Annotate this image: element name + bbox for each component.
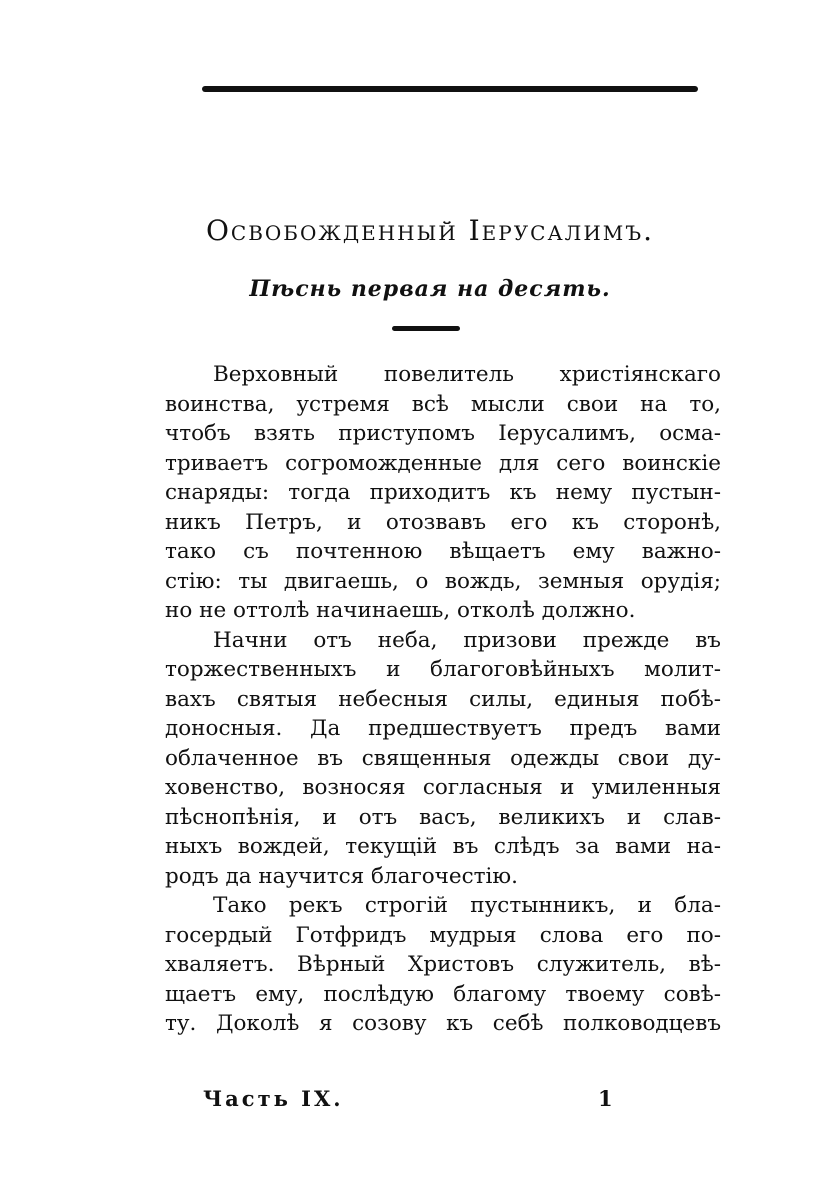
text-line: стію: ты двигаешь, о вождь, земныя орудія; — [165, 568, 721, 594]
text-line: тако съ почтенною вѣщаетъ ему важно- — [165, 539, 721, 564]
text-line: Тако рекъ строгій пустынникъ, и бла- — [213, 893, 721, 918]
text-line: никъ Петръ, и отозвавъ его къ сторонѣ, — [165, 509, 721, 535]
text-line: Начни отъ неба, призови прежде въ — [213, 627, 721, 653]
text-line: родъ да научится благочестію. — [165, 863, 518, 889]
ornamental-divider — [392, 326, 460, 331]
text-line: но не оттолѣ начинаешь, отколѣ должно. — [165, 598, 636, 623]
text-line: щаетъ ему, послѣдую благому твоему совѣ- — [165, 981, 721, 1007]
canto-subtitle: Пѣснь первая на десять. — [249, 276, 611, 302]
top-rule — [202, 86, 698, 92]
text-line: снаряды: тогда приходитъ къ нему пустын- — [165, 480, 721, 505]
paragraph-2 — [165, 626, 721, 892]
text-line: пѣснопѣнія, и отъ васъ, великихъ и слав- — [165, 804, 721, 830]
text-line: чтобъ взять приступомъ Іерусалимъ, осма- — [165, 421, 721, 446]
body-text — [165, 360, 721, 1039]
text-line: торжественныхъ и благоговѣйныхъ молит- — [165, 657, 721, 682]
text-line: воинства, устремя всѣ мысли свои на то, — [165, 391, 721, 417]
page-title: Освобожденный Іерусалимъ. — [205, 214, 655, 247]
text-line: вахъ святыя небесныя силы, единыя побѣ- — [165, 686, 721, 712]
text-line: ту. Доколѣ я созову къ себѣ полководцевъ — [165, 1011, 721, 1036]
text-line: триваетъ согроможденные для сего воинскіе — [165, 450, 721, 476]
text-line: госердый Готфридъ мудрыя слова его по- — [165, 922, 721, 948]
sheet-number: 1 — [598, 1086, 613, 1111]
text-line: хваляетъ. Вѣрный Христовъ служитель, вѣ- — [165, 952, 721, 977]
paragraph-1 — [165, 360, 721, 626]
text-line: Верховный повелитель христіянскаго — [213, 362, 721, 387]
text-line: доносныя. Да предшествуетъ предъ вами — [165, 716, 721, 741]
signature-mark: Часть IX. — [203, 1086, 344, 1111]
text-line: облаченное въ священныя одежды свои ду- — [165, 745, 721, 771]
text-line: ныхъ вождей, текущій въ слѣдъ за вами на- — [165, 834, 721, 859]
paragraph-3 — [165, 891, 721, 1039]
text-line: ховенство, возносяя согласныя и умиленныя — [165, 775, 721, 800]
